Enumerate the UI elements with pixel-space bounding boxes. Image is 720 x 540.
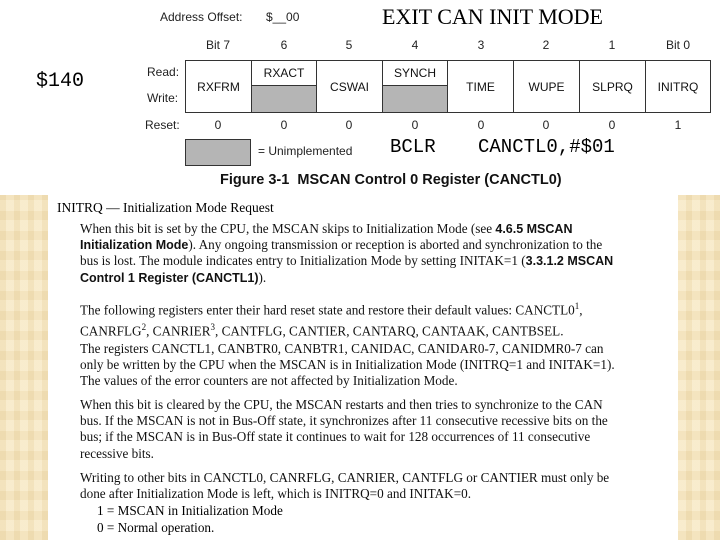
bit-label: Bit 0	[665, 38, 690, 52]
reset-value: 0	[411, 118, 419, 132]
option-0: 0 = Normal operation.	[97, 520, 215, 535]
paragraph-write-restrictions: The registers CANCTL1, CANBTR0, CANBTR1, CANIDAC, CANIDAR0-7, CANIDMR0-7 can only be written by the CPU when the MSCAN is in Initialization Mode (INITRQ=1 and INITAK=1). The values of the error counters are not affected by Initialization Mode.	[80, 341, 615, 389]
register-field-rxact	[251, 60, 317, 86]
field-name: RXFRM	[197, 79, 240, 94]
bit-label: 1	[608, 38, 616, 52]
legend-swatch	[185, 139, 251, 166]
register-field-slprq	[579, 60, 646, 113]
write-label: Write:	[147, 91, 179, 105]
legend-text: = Unimplemented	[258, 144, 353, 158]
bit-label: 6	[280, 38, 288, 52]
bit-label: 2	[542, 38, 550, 52]
figure-number: Figure 3-1	[220, 172, 290, 188]
paragraph-writing-other-bits: Writing to other bits in CANCTL0, CANRFLG, CANRIER, CANTFLG or CANTIER must only be done after Initialization Mode is left, which is INITRQ=0 and INITAK=0.	[80, 470, 610, 502]
register-field-wupe	[513, 60, 580, 113]
reset-value: 0	[477, 118, 485, 132]
field-name: RXACT	[263, 66, 305, 80]
field-name: CSWAI	[330, 79, 369, 94]
option-1: 1 = MSCAN in Initialization Mode	[97, 503, 283, 518]
field-name: WUPE	[528, 79, 565, 94]
register-field-cswai	[316, 60, 383, 113]
register-field-initrq	[645, 60, 711, 113]
field-name: TIME	[466, 79, 495, 94]
figure-title: MSCAN Control 0 Register (CANCTL0)	[297, 172, 562, 188]
slide-title: EXIT CAN INIT MODE	[382, 4, 603, 29]
paragraph-reset-registers: The following registers enter their hard reset state and restore their default values: $CANCTL0^1$, CANRFLG$^2$, CANRIER$^3$, CANTFLG, CANTIER, CANTARQ, CANTAAK, CANTBSEL.	[80, 301, 583, 338]
register-field-synch	[382, 60, 448, 86]
reset-value: 1	[674, 118, 682, 132]
reset-value: 0	[214, 118, 222, 132]
unimplemented-cell	[382, 85, 448, 113]
section-heading: INITRQ — Initialization Mode Request	[57, 200, 274, 215]
address-label: $140	[36, 70, 85, 93]
figure-caption	[220, 172, 562, 188]
bit-label: 3	[477, 38, 485, 52]
bit-label: 4	[411, 38, 419, 52]
reset-value: 0	[542, 118, 550, 132]
paragraph-bit-cleared: When this bit is cleared by the CPU, the MSCAN restarts and then tries to synchronize to the CAN bus. If the MSCAN is not in Bus-Off state, it synchronizes after 11 consecutive recessive bits on the bus; if the MSCAN is in Bus-Off state it continues to wait for 128 occurrences of 11 consecutive recessive bits.	[80, 397, 608, 461]
unimplemented-cell	[251, 85, 317, 113]
reset-label: Reset:	[145, 118, 180, 132]
field-name: SLPRQ	[592, 79, 633, 94]
code-op: BCLR	[390, 136, 436, 158]
field-name: INITRQ	[657, 79, 699, 94]
reset-value: 0	[345, 118, 353, 132]
code-args: CANCTL0,#$01	[478, 136, 615, 158]
paragraph-init-request: When this bit is set by the CPU, the MSCAN skips to Initialization Mode (see 4.6.5 MSCAN Initialization Mode). Any ongoing transmission or reception is aborted and synchronization to the bus is lost. The module indicates entry to Initialization Mode by setting INITAK=1 (3.3.1.2 MSCAN Control 1 Register (CANCTL1)).	[80, 221, 614, 285]
address-offset-value: $__00	[266, 10, 300, 24]
address-offset-label: Address Offset:	[160, 10, 243, 24]
read-label: Read:	[147, 65, 180, 79]
field-name: SYNCH	[393, 66, 436, 80]
bit-label: 5	[345, 38, 353, 52]
bit-label: Bit 7	[205, 38, 230, 52]
reset-value: 0	[608, 118, 616, 132]
register-field-rxfrm	[185, 60, 252, 113]
register-field-time	[447, 60, 514, 113]
reset-value: 0	[280, 118, 288, 132]
